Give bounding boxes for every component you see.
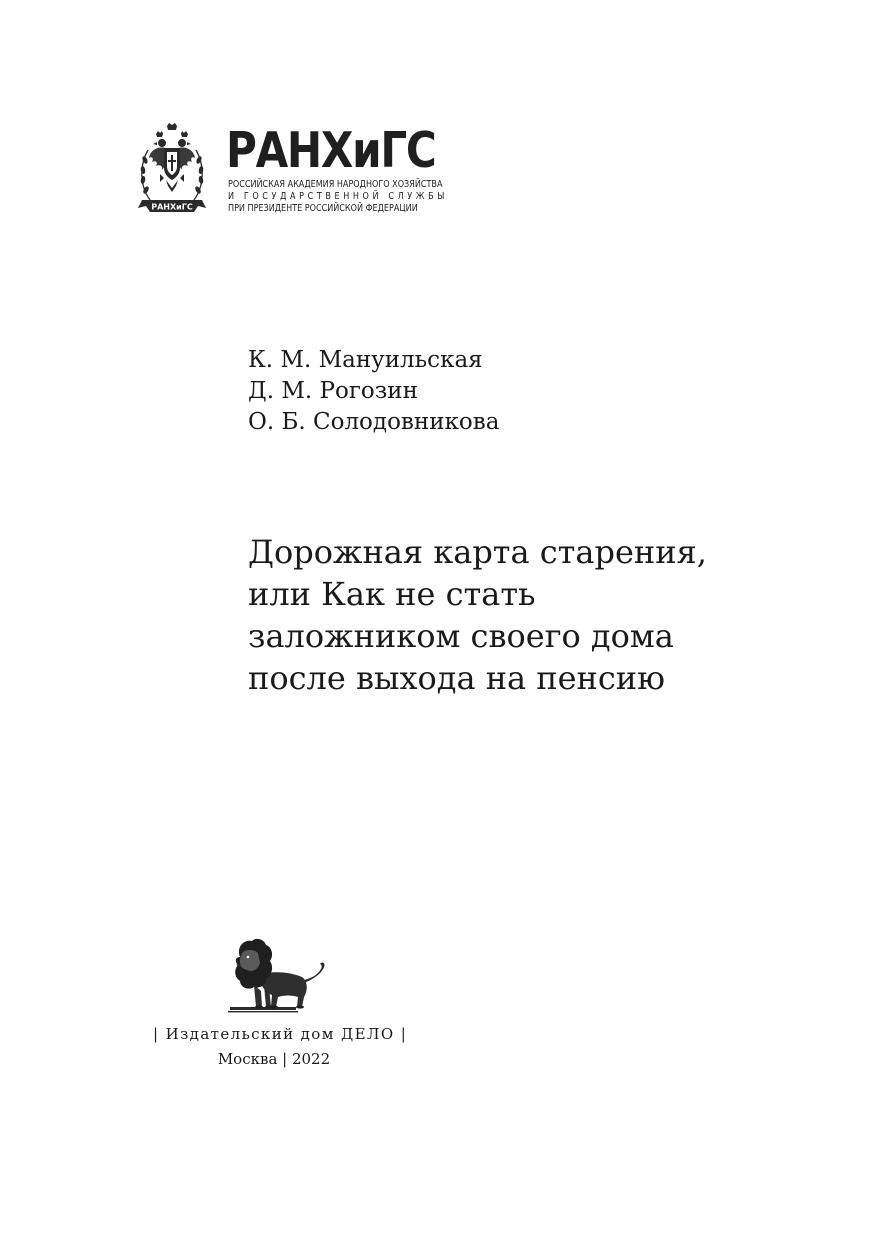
emblem-ribbon-text: РАНХиГС [151, 202, 193, 212]
brand-subtitle-line-1: РОССИЙСКАЯ АКАДЕМИЯ НАРОДНОГО ХОЗЯЙСТВА [228, 179, 443, 190]
author-name: К. М. Мануильская [248, 347, 483, 373]
author-name: Д. М. Рогозин [248, 378, 418, 404]
double-headed-eagle-emblem-icon [136, 122, 208, 216]
book-title-line: заложником своего дома [248, 617, 674, 655]
lion-logo-icon [226, 935, 330, 1015]
publication-imprint: Москва | 2022 [217, 1050, 331, 1068]
book-title [248, 531, 707, 699]
author-name: О. Б. Солодовникова [248, 409, 500, 435]
authors-list [248, 345, 499, 438]
book-title-line: или Как не стать [248, 575, 536, 613]
brand-subtitle-line-3: ПРИ ПРЕЗИДЕНТЕ РОССИЙСКОЙ ФЕДЕРАЦИИ [228, 203, 418, 214]
brand-name: РАНХиГС [226, 122, 436, 179]
book-title-line: Дорожная карта старения, [248, 533, 707, 571]
brand-subtitle-line-2: И ГОСУДАРСТВЕННОЙ СЛУЖБЫ [228, 191, 448, 202]
book-title-line: после выхода на пенсию [248, 659, 665, 697]
publisher-name: | Издательский дом ДЕЛО | [153, 1025, 408, 1043]
ranepa-logo [136, 122, 446, 217]
